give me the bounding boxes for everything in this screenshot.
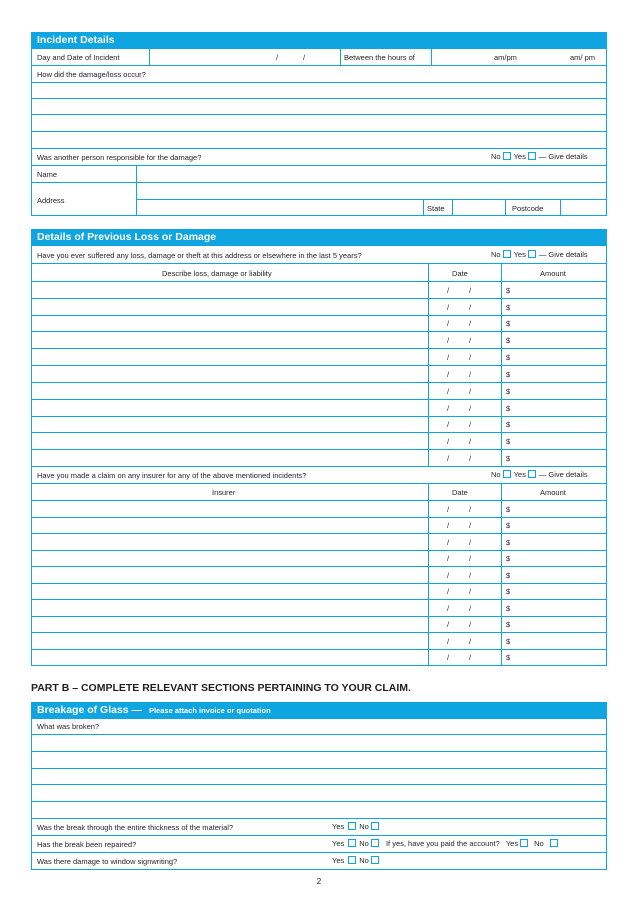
- amount-cell[interactable]: [502, 299, 607, 315]
- col-amount-header: Amount: [540, 269, 566, 278]
- date-cell[interactable]: [429, 518, 501, 533]
- dollar-sign: $: [506, 453, 511, 463]
- state-field[interactable]: [453, 199, 505, 215]
- date-slash: /: [447, 603, 450, 613]
- no-option-label: No: [491, 250, 501, 259]
- table-row: [31, 366, 607, 383]
- loss-description-cell[interactable]: [32, 400, 428, 416]
- table-row: [31, 433, 607, 450]
- previous-loss-question: Have you ever suffered any loss, damage or theft at this address or elsewhere in the last 5 years?: [37, 251, 362, 260]
- insurer-cell[interactable]: [32, 650, 428, 665]
- date-slash: /: [447, 587, 450, 596]
- table-row: [31, 584, 607, 600]
- date-slash: /: [447, 554, 450, 563]
- yes-option-label: Yes: [513, 250, 526, 259]
- date-slash: /: [469, 285, 472, 295]
- dollar-sign: $: [506, 369, 511, 379]
- no-option-label: No: [491, 470, 501, 479]
- dollar-sign: $: [506, 504, 511, 514]
- date-cell[interactable]: [429, 584, 501, 599]
- claim-options: [491, 470, 588, 479]
- amount-cell[interactable]: [502, 366, 607, 382]
- no-checkbox[interactable]: [371, 839, 379, 847]
- date-slash: /: [469, 319, 472, 328]
- amount-cell[interactable]: [502, 282, 607, 298]
- date-cell[interactable]: [429, 332, 501, 348]
- table-row: [31, 534, 607, 551]
- thickness-options: [332, 822, 382, 831]
- thickness-question: Was the break through the entire thickness of the material?: [37, 823, 234, 832]
- claim-question-row: [31, 467, 607, 484]
- no-option-label: No: [534, 839, 544, 848]
- loss-table-header: [31, 264, 607, 282]
- no-checkbox[interactable]: [371, 856, 379, 864]
- date-slash: /: [447, 436, 450, 446]
- amount-cell[interactable]: [502, 450, 607, 466]
- table-row: [31, 633, 607, 650]
- date-cell[interactable]: [429, 450, 501, 466]
- table-row: [31, 501, 607, 518]
- amount-cell[interactable]: [502, 349, 607, 365]
- no-checkbox[interactable]: [503, 250, 511, 258]
- col-date-header: Date: [452, 269, 468, 278]
- date-slash: /: [469, 636, 472, 646]
- dollar-sign: $: [506, 521, 511, 530]
- amount-cell[interactable]: [502, 417, 607, 432]
- incident-details-title: Incident Details: [37, 34, 115, 46]
- amount-cell[interactable]: [502, 400, 607, 416]
- postcode-field[interactable]: [561, 199, 606, 215]
- table-row: [31, 417, 607, 433]
- date-slash: /: [447, 369, 450, 379]
- insurer-cell[interactable]: [32, 534, 428, 550]
- no-option-label: No: [359, 839, 369, 848]
- date-slash: /: [469, 335, 472, 345]
- dollar-sign: $: [506, 403, 511, 413]
- postcode-label: Postcode: [512, 204, 544, 213]
- table-row: [31, 316, 607, 332]
- date-slash: /: [447, 521, 450, 530]
- amount-cell[interactable]: [502, 534, 607, 550]
- paid-question: If yes, have you paid the account?: [385, 839, 500, 848]
- dollar-sign: $: [506, 302, 511, 312]
- what-broken-line[interactable]: [31, 769, 607, 785]
- date-slash: /: [447, 620, 450, 629]
- name-field[interactable]: [137, 166, 607, 182]
- loss-description-cell[interactable]: [32, 450, 428, 466]
- date-cell[interactable]: [429, 366, 501, 382]
- dollar-sign: $: [506, 285, 511, 295]
- date-cell[interactable]: [429, 299, 501, 315]
- date-cell[interactable]: [429, 501, 501, 517]
- date-slash: /: [469, 537, 472, 547]
- name-row: [31, 166, 607, 183]
- date-slash: /: [469, 386, 472, 396]
- date-slash: /: [469, 453, 472, 463]
- yes-option-label: Yes: [513, 152, 526, 161]
- address-block: [31, 183, 607, 216]
- page-number: 2: [316, 877, 322, 886]
- date-slash: /: [447, 504, 450, 514]
- signwriting-options: [332, 856, 382, 865]
- date-slash: /: [447, 570, 450, 580]
- date-cell[interactable]: [429, 617, 501, 632]
- what-broken-line[interactable]: [31, 735, 607, 752]
- yes-option-label: Yes: [332, 822, 345, 831]
- loss-description-cell[interactable]: [32, 282, 428, 298]
- amount-cell[interactable]: [502, 617, 607, 632]
- date-cell[interactable]: [429, 534, 501, 550]
- date-slash: /: [469, 653, 472, 662]
- loss-description-cell[interactable]: [32, 332, 428, 348]
- dollar-sign: $: [506, 603, 511, 613]
- no-option-label: No: [359, 822, 369, 831]
- date-slash: /: [447, 636, 450, 646]
- no-checkbox[interactable]: [371, 822, 379, 830]
- dollar-sign: $: [506, 554, 511, 563]
- date-slash: /: [469, 570, 472, 580]
- repaired-options: [332, 839, 561, 848]
- previous-loss-title: Details of Previous Loss or Damage: [37, 231, 217, 243]
- claim-question: Have you made a claim on any insurer for any of the above mentioned incidents?: [37, 471, 307, 480]
- paid-yes-checkbox[interactable]: [520, 839, 528, 847]
- table-row: [31, 332, 607, 349]
- yes-checkbox[interactable]: [528, 152, 536, 160]
- what-broken-line[interactable]: [31, 752, 607, 769]
- dollar-sign: $: [506, 352, 511, 362]
- state-label: State: [427, 204, 445, 213]
- amount-cell[interactable]: [502, 584, 607, 599]
- date-cell[interactable]: [429, 551, 501, 566]
- date-slash: /: [303, 53, 306, 62]
- address-label: Address: [37, 196, 65, 205]
- part-b-heading: PART B – COMPLETE RELEVANT SECTIONS PERTAINING TO YOUR CLAIM.: [31, 682, 411, 694]
- insurer-cell[interactable]: [32, 617, 428, 632]
- dollar-sign: $: [506, 636, 511, 646]
- dollar-sign: $: [506, 587, 511, 596]
- give-details-label: — Give details: [538, 250, 588, 259]
- date-slash: /: [447, 352, 450, 362]
- what-broken-line[interactable]: [31, 802, 607, 819]
- loss-description-cell[interactable]: [32, 433, 428, 449]
- yes-checkbox[interactable]: [528, 250, 536, 258]
- table-row: [31, 567, 607, 584]
- yes-option-label: Yes: [513, 470, 526, 479]
- another-person-options: [491, 152, 588, 161]
- table-row: [31, 650, 607, 666]
- dollar-sign: $: [506, 436, 511, 446]
- table-row: [31, 349, 607, 366]
- yes-checkbox[interactable]: [348, 856, 356, 864]
- address-field-line2[interactable]: [137, 199, 423, 215]
- loss-description-cell[interactable]: [32, 417, 428, 432]
- table-row: [31, 299, 607, 316]
- date-slash: /: [447, 537, 450, 547]
- yes-checkbox[interactable]: [528, 470, 536, 478]
- how-damage-line[interactable]: [31, 115, 607, 132]
- date-slash: /: [447, 335, 450, 345]
- how-damage-line[interactable]: [31, 83, 607, 99]
- what-broken-line[interactable]: [31, 785, 607, 802]
- insurer-cell[interactable]: [32, 600, 428, 616]
- glass-subtitle: Please attach invoice or quotation: [148, 706, 271, 715]
- insurer-cell[interactable]: [32, 584, 428, 599]
- insurer-cell[interactable]: [32, 518, 428, 533]
- amount-cell[interactable]: [502, 567, 607, 583]
- no-option-label: No: [359, 856, 369, 865]
- glass-title: Breakage of Glass —: [37, 704, 143, 716]
- date-cell[interactable]: [429, 282, 501, 298]
- date-slash: /: [469, 403, 472, 413]
- yes-option-label: Yes: [505, 839, 519, 848]
- date-slash: /: [447, 386, 450, 396]
- table-row: [31, 383, 607, 400]
- signwriting-row: [31, 853, 607, 870]
- date-cell[interactable]: [429, 433, 501, 449]
- table-row: [31, 617, 607, 633]
- date-slash: /: [447, 653, 450, 662]
- table-row: [31, 400, 607, 417]
- no-checkbox[interactable]: [503, 470, 511, 478]
- insurer-table-header: [31, 484, 607, 501]
- repaired-question: Has the break been repaired?: [37, 840, 137, 849]
- date-slash: /: [469, 352, 472, 362]
- loss-description-cell[interactable]: [32, 316, 428, 331]
- no-checkbox[interactable]: [503, 152, 511, 160]
- date-slash: /: [469, 420, 472, 429]
- date-slash: /: [469, 369, 472, 379]
- date-cell[interactable]: [429, 633, 501, 649]
- table-row: [31, 551, 607, 567]
- day-date-label: Day and Date of Incident: [37, 53, 120, 62]
- dollar-sign: $: [506, 335, 511, 345]
- incident-date-row: [31, 49, 607, 66]
- how-damage-label: How did the damage/loss occur?: [37, 70, 146, 79]
- previous-loss-header: [31, 229, 607, 246]
- dollar-sign: $: [506, 570, 511, 580]
- insurer-cell[interactable]: [32, 567, 428, 583]
- ampm-label-2: am/ pm: [570, 53, 596, 62]
- ampm-label-1: am/pm: [494, 53, 517, 62]
- dollar-sign: $: [506, 420, 511, 429]
- yes-option-label: Yes: [332, 856, 345, 865]
- no-option-label: No: [491, 152, 501, 161]
- yes-checkbox[interactable]: [348, 822, 356, 830]
- table-row: [31, 600, 607, 617]
- yes-option-label: Yes: [332, 839, 345, 848]
- date-slash: /: [469, 603, 472, 613]
- loss-description-cell[interactable]: [32, 366, 428, 382]
- address-field-line1[interactable]: [137, 183, 606, 200]
- date-cell[interactable]: [429, 400, 501, 416]
- previous-loss-options: [491, 250, 588, 259]
- date-cell[interactable]: [429, 567, 501, 583]
- give-details-label: — Give details: [538, 470, 588, 479]
- date-cell[interactable]: [429, 349, 501, 365]
- thickness-row: [31, 819, 607, 836]
- repaired-row: [31, 836, 607, 853]
- another-person-label: Was another person responsible for the damage?: [37, 153, 202, 162]
- incident-date-field[interactable]: [150, 49, 340, 65]
- amount-cell[interactable]: [502, 316, 607, 331]
- table-row: [31, 450, 607, 467]
- between-hours-label: Between the hours of: [344, 53, 415, 62]
- col-describe-header: Describe loss, damage or liability: [162, 269, 272, 278]
- date-slash: /: [469, 436, 472, 446]
- col-insurer-header: Insurer: [212, 488, 236, 497]
- amount-cell[interactable]: [502, 501, 607, 517]
- date-slash: /: [447, 453, 450, 463]
- what-broken-label: What was broken?: [37, 722, 100, 731]
- paid-no-checkbox[interactable]: [550, 839, 558, 847]
- date-slash: /: [447, 403, 450, 413]
- amount-cell[interactable]: [502, 650, 607, 665]
- amount-cell[interactable]: [502, 433, 607, 449]
- amount-cell[interactable]: [502, 332, 607, 348]
- dollar-sign: $: [506, 537, 511, 547]
- give-details-label: — Give details: [538, 152, 588, 161]
- table-row: [31, 518, 607, 534]
- date-slash: /: [469, 302, 472, 312]
- date-cell[interactable]: [429, 600, 501, 616]
- dollar-sign: $: [506, 319, 511, 328]
- date-slash: /: [276, 53, 279, 62]
- date-slash: /: [469, 504, 472, 514]
- date-slash: /: [469, 521, 472, 530]
- previous-loss-question-row: [31, 246, 607, 264]
- dollar-sign: $: [506, 386, 511, 396]
- loss-description-cell[interactable]: [32, 383, 428, 399]
- table-row: [31, 282, 607, 299]
- date-slash: /: [447, 302, 450, 312]
- amount-cell[interactable]: [502, 600, 607, 616]
- amount-cell[interactable]: [502, 551, 607, 566]
- insurer-cell[interactable]: [32, 551, 428, 566]
- signwriting-question: Was there damage to window signwriting?: [37, 857, 178, 866]
- date-slash: /: [469, 554, 472, 563]
- date-slash: /: [447, 319, 450, 328]
- date-slash: /: [469, 620, 472, 629]
- loss-description-cell[interactable]: [32, 349, 428, 365]
- incident-details-header: [31, 32, 607, 49]
- amount-cell[interactable]: [502, 633, 607, 649]
- insurer-cell[interactable]: [32, 633, 428, 649]
- date-cell[interactable]: [429, 650, 501, 665]
- loss-description-cell[interactable]: [32, 299, 428, 315]
- another-person-row: [31, 149, 607, 166]
- name-label: Name: [37, 170, 58, 179]
- how-damage-row: [31, 66, 607, 83]
- date-cell[interactable]: [429, 383, 501, 399]
- glass-header: [31, 702, 607, 719]
- dollar-sign: $: [506, 620, 511, 629]
- date-cell[interactable]: [429, 417, 501, 432]
- date-cell[interactable]: [429, 316, 501, 331]
- date-slash: /: [447, 285, 450, 295]
- col-date-header: Date: [452, 488, 468, 497]
- what-broken-row: [31, 719, 607, 735]
- date-slash: /: [447, 420, 450, 429]
- date-slash: /: [469, 587, 472, 596]
- how-damage-line[interactable]: [31, 99, 607, 115]
- dollar-sign: $: [506, 653, 511, 662]
- amount-cell[interactable]: [502, 383, 607, 399]
- amount-cell[interactable]: [502, 518, 607, 533]
- insurer-cell[interactable]: [32, 501, 428, 517]
- how-damage-line[interactable]: [31, 132, 607, 149]
- yes-checkbox[interactable]: [348, 839, 356, 847]
- col-amount-header: Amount: [540, 488, 566, 497]
